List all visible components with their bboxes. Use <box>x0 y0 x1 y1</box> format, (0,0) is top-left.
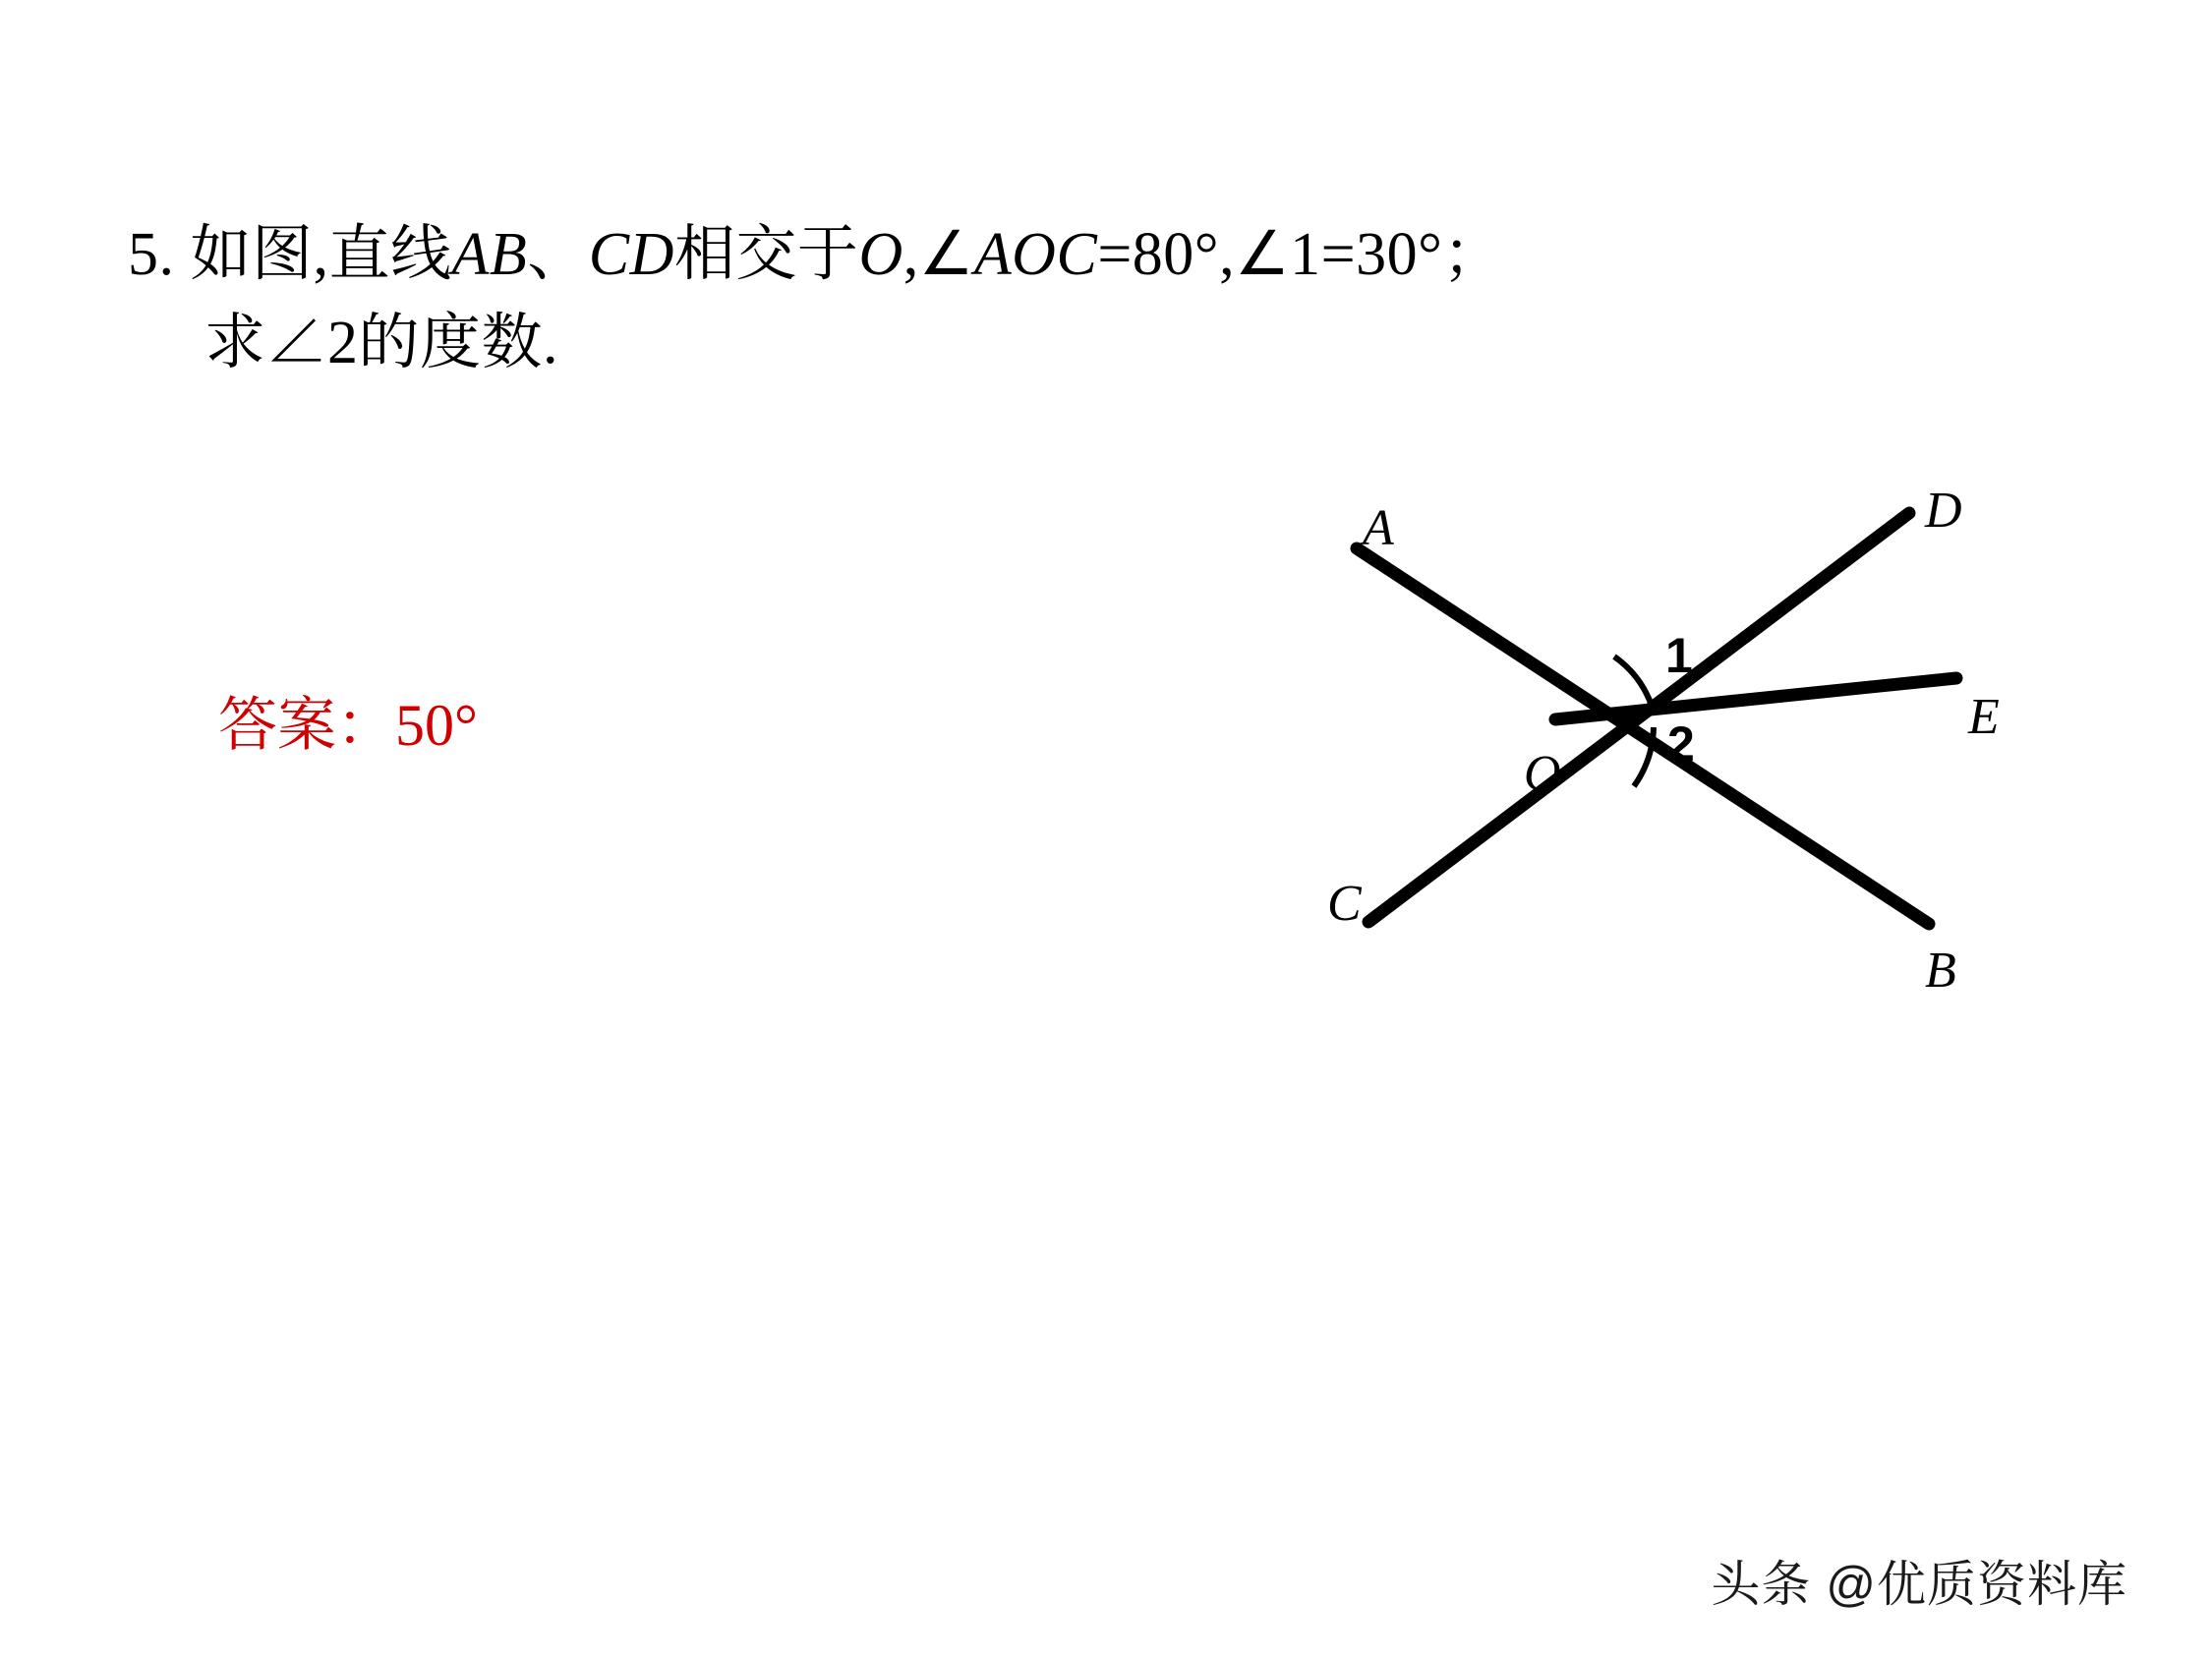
geometry-figure <box>1327 491 2114 1042</box>
problem-sep-1: 、 <box>527 221 589 288</box>
label-o: O <box>858 221 903 288</box>
problem-text-mid: 相交于 <box>673 221 859 288</box>
watermark: 头条 @优质资料库 <box>1711 1557 2127 1612</box>
answer-label: 答案： <box>218 692 395 758</box>
given-angle-aoc: =80° <box>1097 221 1220 288</box>
angle-arc-1 <box>1614 657 1652 706</box>
label-ab: AB <box>451 221 528 288</box>
given-angle-1: ,∠1=30° <box>1219 221 1443 288</box>
problem-sep-2: ,∠ <box>902 221 974 288</box>
problem-line-1 <box>128 211 1897 300</box>
figure-label-a: A <box>1363 500 1394 556</box>
figure-label-angle-2: 2 <box>1667 716 1695 772</box>
figure-label-d: D <box>1925 491 1962 539</box>
problem-line-2: 求∠2的度数. <box>204 309 559 376</box>
ray-oe <box>1555 678 1956 719</box>
problem-number: 5. <box>128 221 175 288</box>
answer-value: 50° <box>395 693 478 758</box>
label-aoc: AOC <box>973 221 1098 288</box>
label-cd: CD <box>588 221 674 288</box>
problem-semicolon: ； <box>1442 221 1504 288</box>
problem-statement <box>128 211 1897 388</box>
answer-block <box>218 678 478 763</box>
figure-label-c: C <box>1327 876 1362 932</box>
problem-text-prefix: 如图,直线 <box>190 221 452 288</box>
figure-label-o: O <box>1524 746 1561 802</box>
figure-label-e: E <box>1968 689 2000 745</box>
figure-label-b: B <box>1925 943 1956 999</box>
figure-label-angle-1: 1 <box>1665 628 1693 683</box>
